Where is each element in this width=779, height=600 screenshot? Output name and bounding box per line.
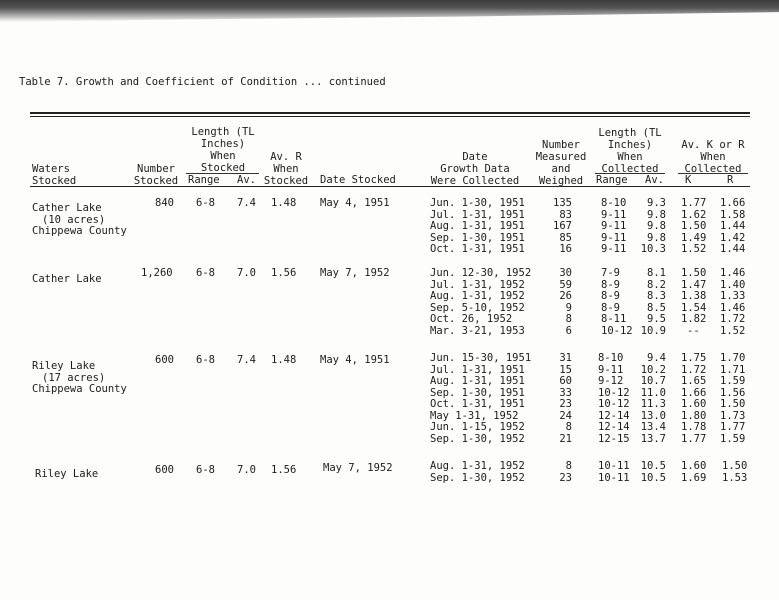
r-values xyxy=(720,353,745,445)
table-cell: 1.62 xyxy=(681,208,707,221)
header-rule-top-second xyxy=(30,116,750,117)
table-cell: 1.40 xyxy=(720,278,746,291)
k-values xyxy=(681,198,706,256)
table-cell: 167 xyxy=(553,220,572,232)
table-cell: 10.2 xyxy=(640,363,666,376)
length-stocked-range: 6-8 xyxy=(196,464,215,476)
table-cell: 8-10 xyxy=(601,197,627,209)
table-cell: 1.50 xyxy=(722,460,748,472)
table-cell: Aug. 1-31, 1952 xyxy=(430,290,525,302)
growth-dates xyxy=(430,268,531,337)
length-collected-range xyxy=(601,268,633,337)
table-cell: 12-14 xyxy=(598,421,630,433)
table-cell: 83 xyxy=(559,208,572,221)
table-cell: 1.53 xyxy=(722,471,748,484)
header-waters-stocked: Waters Stocked xyxy=(32,163,77,187)
table-cell: 10.5 xyxy=(640,460,666,472)
table-cell: 8 xyxy=(565,421,572,433)
table-cell: 1.50 xyxy=(681,267,707,279)
table-cell: 11.0 xyxy=(640,386,666,399)
number-measured xyxy=(540,353,572,445)
table-cell: 12-14 xyxy=(598,409,630,422)
table-cell: Oct. 1-31, 1951 xyxy=(430,243,525,255)
table-cell: 13.7 xyxy=(640,432,666,445)
header-length-collected-range: Range xyxy=(596,174,628,186)
length-stocked-av: 7.0 xyxy=(237,464,256,476)
table-cell: 1.52 xyxy=(720,324,746,337)
growth-dates xyxy=(430,461,525,484)
length-collected-av xyxy=(634,268,666,337)
table-cell: 1.52 xyxy=(681,243,707,255)
number-stocked: 600 xyxy=(155,354,174,366)
length-stocked-av: 7.4 xyxy=(237,197,256,209)
table-cell: 8 xyxy=(565,313,572,325)
waters-line: Chippewa County xyxy=(32,383,127,395)
growth-dates xyxy=(430,198,525,256)
table-cell: 1.82 xyxy=(681,313,707,325)
table-cell: 1.44 xyxy=(720,243,746,255)
length-stocked-range: 6-8 xyxy=(196,267,215,279)
table-cell: 9-11 xyxy=(601,208,627,221)
table-cell: 1.65 xyxy=(681,375,707,387)
date-stocked: May 4, 1951 xyxy=(320,197,390,209)
table-cell: 1.69 xyxy=(681,471,707,484)
table-cell: 1.71 xyxy=(720,363,746,376)
table-cell: 1.42 xyxy=(720,231,746,244)
table-cell: Aug. 1-31, 1951 xyxy=(430,375,525,387)
table-title: Table 7. Growth and Coefficient of Condition ... continued xyxy=(19,76,386,88)
length-collected-av xyxy=(634,353,666,445)
table-cell: Sep. 1-30, 1951 xyxy=(430,231,525,244)
table-cell: Jun. 15-30, 1951 xyxy=(430,352,532,364)
table-cell: 1.50 xyxy=(720,398,746,410)
header-number-stocked: Number Stocked xyxy=(133,163,179,187)
table-cell: May 1-31, 1952 xyxy=(430,409,519,422)
header-k: K xyxy=(685,174,692,186)
date-stocked: May 7, 1952 xyxy=(320,267,390,279)
table-cell: 8.2 xyxy=(647,278,666,291)
table-cell: 30 xyxy=(559,267,572,279)
table-cell: 9-11 xyxy=(601,231,627,244)
growth-dates xyxy=(430,353,531,445)
table-cell: Sep. 1-30, 1952 xyxy=(430,471,525,484)
table-cell: 10-12 xyxy=(598,398,630,410)
table-cell: Jun. 1-30, 1951 xyxy=(430,197,525,209)
table-cell: 11.3 xyxy=(640,398,666,410)
length-collected-av xyxy=(634,461,666,484)
waters-stocked xyxy=(35,469,98,481)
table-cell: 33 xyxy=(559,386,572,399)
table-cell: 21 xyxy=(559,432,572,445)
waters-line: Riley Lake xyxy=(35,468,99,480)
length-collected-range xyxy=(598,353,630,445)
number-stocked: 600 xyxy=(155,464,174,476)
table-cell: Jul. 1-31, 1951 xyxy=(430,363,525,376)
table-cell: 10.9 xyxy=(640,324,666,337)
avr-when-stocked: 1.48 xyxy=(271,197,297,209)
table-cell: 10-11 xyxy=(598,460,630,472)
header-length-stocked-range: Range xyxy=(188,174,220,186)
header-rule-top xyxy=(30,112,750,114)
header-length-collected-av: Av. xyxy=(645,174,664,186)
table-cell: -- xyxy=(687,324,700,337)
length-collected-range xyxy=(598,461,630,484)
table-cell: 1.49 xyxy=(681,231,707,244)
avr-when-stocked: 1.48 xyxy=(271,354,297,366)
table-cell: 6 xyxy=(565,324,572,337)
waters-line: Cather Lake xyxy=(32,202,102,214)
waters-stocked xyxy=(32,274,102,286)
table-cell: 1.72 xyxy=(720,313,746,325)
table-cell: 8-10 xyxy=(598,352,624,364)
number-measured xyxy=(540,268,572,337)
waters-stocked xyxy=(32,203,127,238)
number-measured xyxy=(540,198,572,256)
k-values xyxy=(681,353,706,445)
table-cell: Sep. 1-30, 1952 xyxy=(430,432,525,445)
table-cell: 9.4 xyxy=(647,352,666,364)
table-cell: 9-11 xyxy=(601,220,627,232)
table-cell: Jul. 1-31, 1951 xyxy=(430,208,525,221)
scan-edge-shadow xyxy=(0,0,779,22)
table-cell: 8-9 xyxy=(601,301,620,314)
waters-stocked xyxy=(32,361,127,396)
table-cell: 1.78 xyxy=(681,421,707,433)
table-cell: 9.3 xyxy=(647,197,666,209)
number-stocked: 840 xyxy=(155,197,174,209)
table-cell: 24 xyxy=(559,409,572,422)
length-stocked-range: 6-8 xyxy=(196,354,215,366)
waters-line: Riley Lake xyxy=(32,360,96,372)
number-stocked: 1,260 xyxy=(141,267,173,279)
header-date-stocked: Date Stocked xyxy=(320,174,396,186)
table-cell: 1.54 xyxy=(681,301,707,314)
table-cell: 10-11 xyxy=(598,471,630,484)
table-cell: Sep. 5-10, 1952 xyxy=(430,301,525,314)
table-cell: 9.8 xyxy=(647,220,666,232)
table-cell: 1.38 xyxy=(681,290,707,302)
length-collected-range xyxy=(601,198,626,256)
table-cell: 9.5 xyxy=(647,313,666,325)
r-values xyxy=(720,198,745,256)
table-cell: 9.8 xyxy=(647,208,666,221)
k-values xyxy=(681,268,706,337)
r-values xyxy=(720,268,745,337)
table-cell: Mar. 3-21, 1953 xyxy=(430,324,525,337)
waters-line: Cather Lake xyxy=(32,273,102,285)
table-cell: 10-12 xyxy=(598,386,630,399)
table-cell: 16 xyxy=(559,243,572,255)
table-cell: 1.46 xyxy=(720,301,746,314)
avr-when-stocked: 1.56 xyxy=(271,464,297,476)
table-cell: 15 xyxy=(559,363,572,376)
header-length-stocked: Length (TL Inches) When Stocked xyxy=(191,126,255,174)
table-cell: Jun. 1-15, 1952 xyxy=(430,421,525,433)
header-avk-when-collected: Av. K or R When Collected xyxy=(681,139,745,175)
table-cell: Aug. 1-31, 1951 xyxy=(430,220,525,232)
table-cell: 1.44 xyxy=(720,220,746,232)
table-cell: 1.77 xyxy=(681,432,707,445)
table-cell: 9-11 xyxy=(598,363,624,376)
table-cell: 10.5 xyxy=(640,471,666,484)
table-cell: 8.1 xyxy=(647,267,666,279)
date-stocked: May 7, 1952 xyxy=(323,462,393,474)
table-cell: 12-15 xyxy=(598,432,630,445)
header-avr-when-stocked: Av. R When Stocked xyxy=(263,151,309,187)
table-cell: 1.75 xyxy=(681,352,707,364)
table-cell: 8-9 xyxy=(601,278,620,291)
table-cell: 9.8 xyxy=(647,231,666,244)
length-stocked-range: 6-8 xyxy=(196,197,215,209)
table-cell: 59 xyxy=(559,278,572,291)
r-values xyxy=(722,461,747,484)
table-cell: 23 xyxy=(559,398,572,410)
length-stocked-av: 7.0 xyxy=(237,267,256,279)
header-number-measured: Number Measured and Weighed xyxy=(535,139,587,187)
table-cell: 1.60 xyxy=(681,460,707,472)
table-cell: 1.50 xyxy=(681,220,707,232)
header-length-collected: Length (TL Inches) When Collected xyxy=(598,127,662,175)
table-cell: 26 xyxy=(559,290,572,302)
table-cell: 1.77 xyxy=(681,197,707,209)
table-cell: 1.70 xyxy=(720,352,746,364)
number-measured xyxy=(540,461,572,484)
table-cell: 1.56 xyxy=(720,386,746,399)
table-cell: Jun. 12-30, 1952 xyxy=(430,267,532,279)
table-cell: 1.80 xyxy=(681,409,707,422)
table-cell: 8.3 xyxy=(647,290,666,302)
table-cell: 8 xyxy=(565,460,572,472)
table-cell: 85 xyxy=(559,231,572,244)
avr-when-stocked: 1.56 xyxy=(271,267,297,279)
table-cell: 7-9 xyxy=(601,267,620,279)
table-cell: 1.77 xyxy=(720,421,746,433)
table-cell: 8.5 xyxy=(647,301,666,314)
table-cell: 1.66 xyxy=(720,197,746,209)
table-cell: 9-12 xyxy=(598,375,624,387)
table-cell: 9-11 xyxy=(601,243,627,255)
table-cell: 23 xyxy=(559,471,572,484)
waters-line: (10 acres) xyxy=(42,213,106,226)
table-cell: Aug. 1-31, 1952 xyxy=(430,460,525,472)
length-collected-av xyxy=(634,198,666,256)
table-cell: 13.0 xyxy=(640,409,666,422)
table-cell: 31 xyxy=(559,352,572,364)
table-cell: 10.3 xyxy=(640,243,666,255)
table-cell: 135 xyxy=(553,197,572,209)
table-cell: 1.58 xyxy=(720,208,746,221)
waters-line: (17 acres) xyxy=(42,371,106,384)
table-cell: Oct. 26, 1952 xyxy=(430,313,513,325)
length-stocked-av: 7.4 xyxy=(237,354,256,366)
table-cell: 10-12 xyxy=(601,324,633,337)
table-cell: 9 xyxy=(565,301,572,314)
table-cell: 1.47 xyxy=(681,278,707,291)
header-r: R xyxy=(727,174,734,186)
table-cell: Oct. 1-31, 1951 xyxy=(430,398,525,410)
waters-line: Chippewa County xyxy=(32,225,127,237)
table-cell: 1.46 xyxy=(720,267,746,279)
table-cell: 1.60 xyxy=(681,398,707,410)
date-stocked: May 4, 1951 xyxy=(320,354,390,366)
table-cell: 1.59 xyxy=(720,432,746,445)
table-cell: 1.59 xyxy=(720,375,746,387)
table-cell: 1.72 xyxy=(681,363,707,376)
table-cell: 1.73 xyxy=(720,409,746,422)
table-cell: 1.66 xyxy=(681,386,707,399)
header-length-stocked-av: Av. xyxy=(237,174,256,186)
table-cell: Sep. 1-30, 1951 xyxy=(430,386,525,399)
table-cell: 8-11 xyxy=(601,313,627,325)
table-cell: 8-9 xyxy=(601,290,620,302)
table-cell: 10.7 xyxy=(640,375,666,387)
table-cell: 1.33 xyxy=(720,290,746,302)
table-cell: Jul. 1-31, 1952 xyxy=(430,278,525,291)
table-cell: 60 xyxy=(559,375,572,387)
table-cell: 13.4 xyxy=(640,421,666,433)
k-values xyxy=(681,461,706,484)
header-date-growth-collected: Date Growth Data Were Collected xyxy=(430,151,520,187)
